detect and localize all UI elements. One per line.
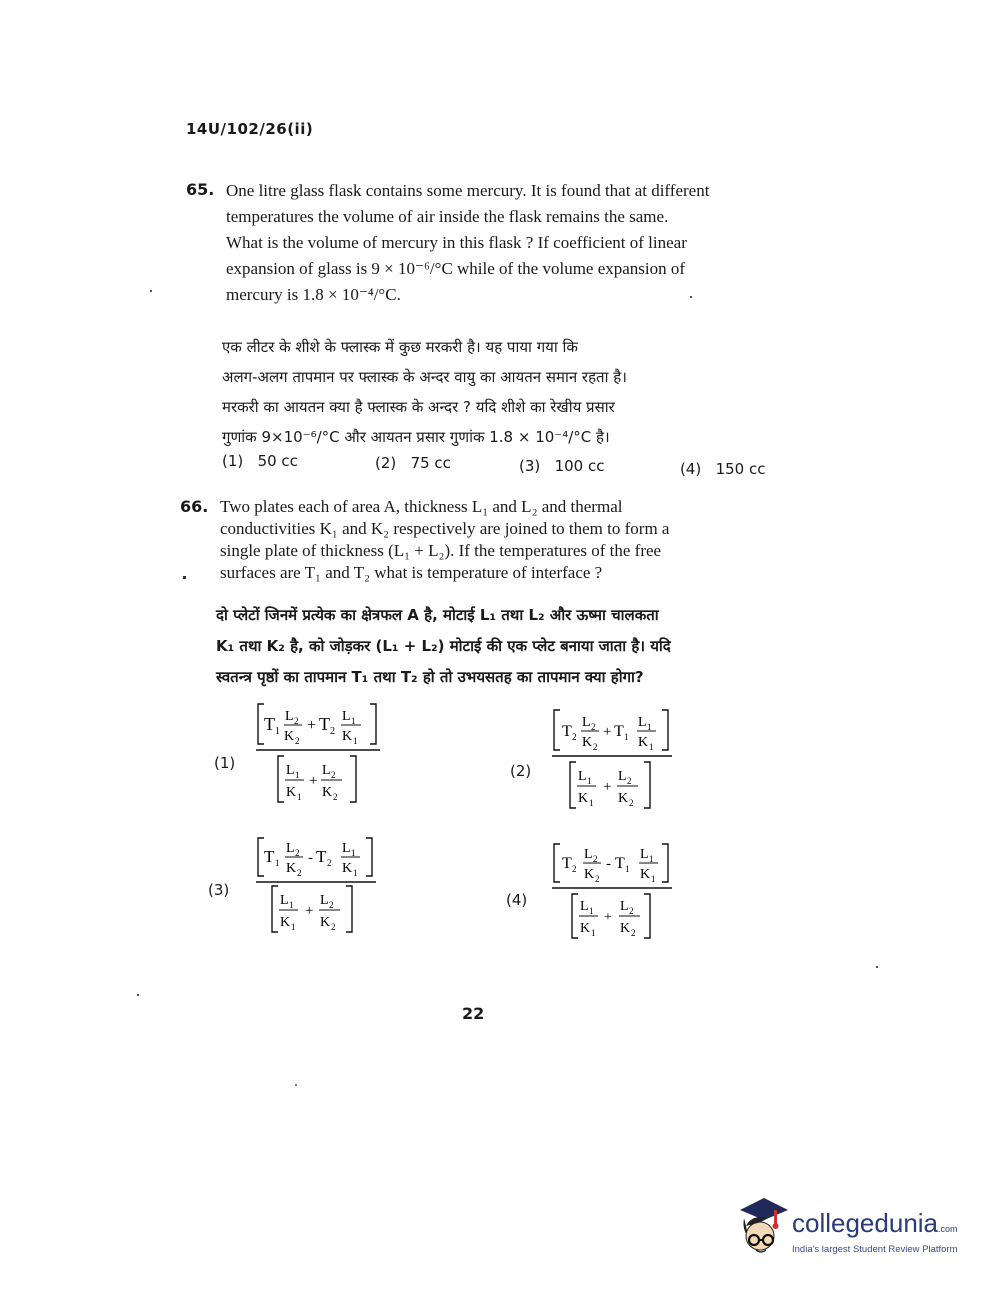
- q66-option-3-label[interactable]: (3): [208, 881, 230, 899]
- K-symbol: K: [286, 785, 297, 800]
- subscript: 1: [353, 736, 358, 746]
- subscript: 2: [329, 900, 334, 910]
- option-label: (1): [222, 452, 244, 470]
- subscript: 1: [275, 726, 280, 737]
- q65-hi-line: गुणांक 9×10⁻⁶/°C और आयतन प्रसार गुणांक 1.8 × 10⁻⁴/°C है।: [222, 428, 610, 446]
- subscript: 2: [333, 792, 338, 802]
- scan-speck: [137, 994, 139, 996]
- q65-en-line: What is the volume of mercury in this flask ? If coefficient of linear: [226, 233, 687, 252]
- plus-sign: +: [305, 903, 314, 919]
- question-66-hindi: [216, 600, 806, 693]
- subscript: 1: [649, 742, 654, 752]
- K-symbol: K: [580, 921, 591, 936]
- subscript: 2: [330, 726, 335, 737]
- plus-sign: +: [309, 773, 318, 789]
- K-symbol: K: [280, 915, 291, 930]
- K-symbol: K: [342, 729, 353, 744]
- subscript: 2: [593, 854, 598, 864]
- q65-hi-line: एक लीटर के शीशे के फ्लास्क में कुछ मरकरी है। यह पाया गया कि: [222, 338, 578, 356]
- L-symbol: L: [620, 899, 629, 914]
- T-symbol: T: [264, 714, 275, 734]
- paper-code: 14U/102/26(ii): [186, 120, 314, 138]
- question-66-number: 66.: [180, 497, 209, 516]
- L-symbol: L: [285, 709, 294, 724]
- question-65-english: [226, 178, 814, 308]
- q65-option-4[interactable]: [680, 460, 765, 478]
- T-symbol: T: [264, 847, 275, 866]
- K-symbol: K: [618, 791, 629, 806]
- plus-sign: +: [604, 910, 612, 925]
- L-symbol: L: [618, 769, 627, 784]
- K-symbol: K: [342, 861, 353, 876]
- K-symbol: K: [582, 735, 593, 750]
- subscript: 1: [587, 776, 592, 786]
- q66-en-line: conductivities K₁ and K₂ respectively are joined to them to form a: [220, 519, 670, 538]
- q66-formula-2[interactable]: [548, 706, 688, 816]
- L-symbol: L: [578, 769, 587, 784]
- q65-en-line: mercury is 1.8 × 10⁻⁴/°C.: [226, 285, 401, 304]
- K-symbol: K: [284, 729, 295, 744]
- subscript: 2: [331, 770, 336, 780]
- L-symbol: L: [640, 847, 649, 862]
- subscript: 2: [627, 776, 632, 786]
- L-symbol: L: [582, 715, 591, 730]
- T-symbol: T: [614, 723, 624, 740]
- subscript: 2: [297, 868, 302, 878]
- subscript: 1: [351, 716, 356, 726]
- option-value: 100 cc: [554, 457, 605, 475]
- L-symbol: L: [342, 841, 351, 856]
- subscript: 1: [289, 900, 294, 910]
- subscript: 2: [327, 858, 332, 868]
- K-symbol: K: [320, 915, 331, 930]
- subscript: 2: [629, 798, 634, 808]
- q66-en-line: single plate of thickness (L₁ + L₂). If the temperatures of the free: [220, 541, 662, 560]
- K-symbol: K: [286, 861, 297, 876]
- subscript: 2: [572, 864, 577, 874]
- subscript: 1: [351, 848, 356, 858]
- subscript: 1: [291, 922, 296, 932]
- K-symbol: K: [640, 867, 651, 882]
- L-symbol: L: [584, 847, 593, 862]
- L-symbol: L: [580, 899, 589, 914]
- plus-sign: +: [603, 779, 612, 795]
- q65-en-line: One litre glass flask contains some mercury. It is found that at different: [226, 181, 710, 200]
- L-symbol: L: [322, 763, 331, 778]
- option-value: 75 cc: [410, 454, 451, 472]
- scan-speck: [150, 290, 152, 292]
- q66-option-1-label[interactable]: (1): [214, 754, 236, 772]
- option-value: 50 cc: [257, 452, 298, 470]
- q66-en-line: Two plates each of area A, thickness L₁ and L₂ and thermal: [220, 497, 623, 516]
- question-65-hindi: [222, 332, 812, 452]
- subscript: 1: [649, 854, 654, 864]
- scan-speck: [876, 966, 878, 968]
- T-symbol: T: [316, 847, 327, 866]
- subscript: 1: [353, 868, 358, 878]
- subscript: 1: [624, 732, 629, 742]
- L-symbol: L: [286, 841, 295, 856]
- q65-en-line: expansion of glass is 9 × 10⁻⁶/°C while of the volume expansion of: [226, 259, 686, 278]
- option-label: (3): [519, 457, 541, 475]
- K-symbol: K: [620, 921, 631, 936]
- K-symbol: K: [638, 735, 649, 750]
- L-symbol: L: [280, 893, 289, 908]
- subscript: 1: [591, 928, 596, 938]
- T-symbol: T: [562, 855, 572, 872]
- option-label: (2): [375, 454, 397, 472]
- subscript: 2: [295, 848, 300, 858]
- scan-speck: [295, 1084, 297, 1086]
- subscript: 2: [595, 874, 600, 884]
- scan-speck: [690, 296, 692, 298]
- subscript: 1: [295, 770, 300, 780]
- subscript: 2: [591, 722, 596, 732]
- subscript: 2: [593, 742, 598, 752]
- question-65-number: 65.: [186, 180, 215, 199]
- q65-hi-line: अलग-अलग तापमान पर फ्लास्क के अन्दर वायु का आयतन समान रहता है।: [222, 368, 627, 386]
- K-symbol: K: [578, 791, 589, 806]
- K-symbol: K: [322, 785, 333, 800]
- q66-formula-3[interactable]: [252, 832, 392, 942]
- minus-sign: -: [308, 850, 313, 866]
- collegedunia-mascot-icon: [734, 1196, 790, 1260]
- minus-sign: -: [606, 856, 611, 872]
- q65-option-3[interactable]: [519, 457, 604, 475]
- L-symbol: L: [638, 715, 647, 730]
- T-symbol: T: [319, 714, 330, 734]
- q65-option-1[interactable]: [222, 452, 298, 470]
- plus-sign: +: [603, 724, 612, 740]
- subscript: 2: [295, 736, 300, 746]
- subscript: 2: [294, 716, 299, 726]
- q66-option-4-label[interactable]: (4): [506, 891, 528, 909]
- L-symbol: L: [320, 893, 329, 908]
- subscript: 1: [275, 858, 280, 868]
- plus-sign: +: [307, 717, 317, 734]
- L-symbol: L: [286, 763, 295, 778]
- q66-hi-line: दो प्लेटों जिनमें प्रत्येक का क्षेत्रफल A है, मोटाई L₁ तथा L₂ और ऊष्मा चालकता: [216, 606, 659, 624]
- subscript: 2: [331, 922, 336, 932]
- q66-formula-1[interactable]: [252, 700, 392, 810]
- question-66-english: [220, 496, 805, 584]
- q66-hi-line: स्वतन्त्र पृष्ठों का तापमान T₁ तथा T₂ हो तो उभयसतह का तापमान क्या होगा?: [216, 668, 644, 686]
- subscript: 1: [651, 874, 656, 884]
- q66-en-line: surfaces are T₁ and T₂ what is temperature of interface ?: [220, 563, 603, 582]
- subscript: 2: [572, 732, 577, 742]
- scan-speck: [183, 576, 186, 579]
- K-symbol: K: [584, 867, 595, 882]
- collegedunia-tagline: India's largest Student Review Platform: [792, 1244, 958, 1255]
- page-number: 22: [462, 1004, 485, 1023]
- option-value: 150 cc: [715, 460, 766, 478]
- subscript: 1: [589, 798, 594, 808]
- option-label: (4): [680, 460, 702, 478]
- subscript: 1: [647, 722, 652, 732]
- subscript: 1: [589, 906, 594, 916]
- q65-en-line: temperatures the volume of air inside the flask remains the same.: [226, 207, 669, 226]
- L-symbol: L: [342, 709, 351, 724]
- T-symbol: T: [615, 855, 625, 872]
- subscript: 1: [297, 792, 302, 802]
- subscript: 2: [629, 906, 634, 916]
- q66-option-2-label[interactable]: (2): [510, 762, 532, 780]
- subscript: 2: [631, 928, 636, 938]
- collegedunia-logo-text: collegedunia.com: [792, 1208, 958, 1238]
- q66-hi-line: K₁ तथा K₂ है, को जोड़कर (L₁ + L₂) मोटाई की एक प्लेट बनाया जाता है। यदि: [216, 637, 671, 655]
- q65-option-2[interactable]: [375, 454, 451, 472]
- subscript: 1: [625, 864, 630, 874]
- q66-formula-4[interactable]: [548, 838, 688, 948]
- q65-hi-line: मरकरी का आयतन क्या है फ्लास्क के अन्दर ? यदि शीशे का रेखीय प्रसार: [222, 398, 615, 416]
- T-symbol: T: [562, 723, 572, 740]
